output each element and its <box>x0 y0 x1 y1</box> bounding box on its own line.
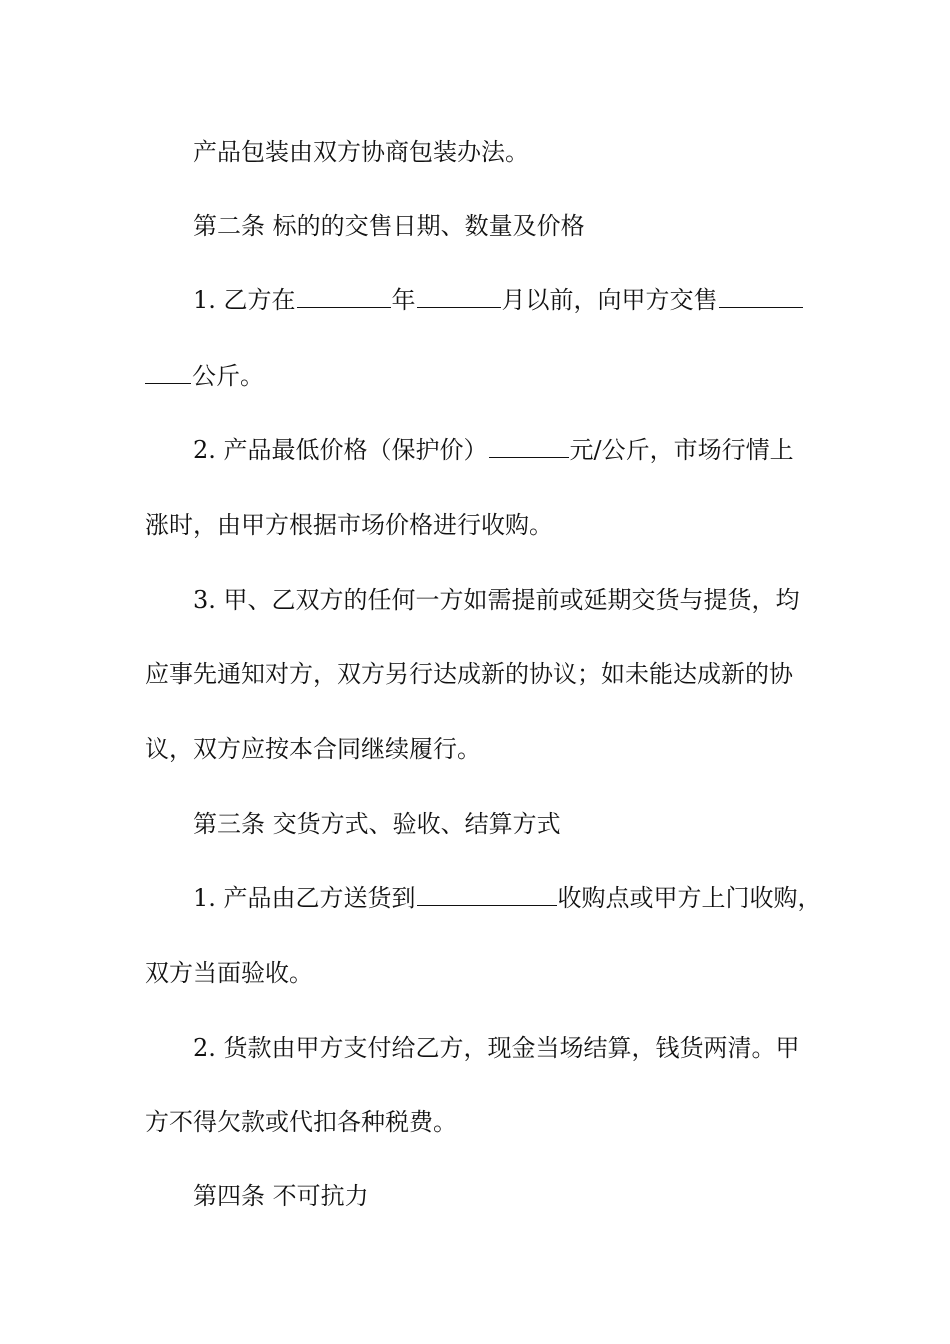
year-blank <box>297 285 391 308</box>
clause-2-2-line-2 <box>145 510 553 540</box>
paragraph-packaging <box>193 137 529 167</box>
clause-3-2-line-1 <box>193 1033 800 1063</box>
clause-2-3-line-2 <box>145 659 793 689</box>
clause-text: 1. 乙方在 <box>193 286 296 314</box>
clause-2-1-line-1 <box>193 285 804 315</box>
clause-text: 公斤。 <box>192 362 264 390</box>
clause-2-2-line-1 <box>193 435 794 465</box>
clause-text: 收购点或甲方上门收购， <box>557 884 822 912</box>
article-4-heading <box>193 1181 369 1211</box>
heading-text: 第四条 不可抗力 <box>193 1182 369 1210</box>
clause-text: 1. 产品由乙方送货到 <box>193 884 416 912</box>
clause-text: 应事先通知对方，双方另行达成新的协议；如未能达成新的协 <box>145 660 793 688</box>
clause-text: 元/公斤，市场行情上 <box>569 436 794 464</box>
location-blank <box>417 883 557 906</box>
price-blank <box>489 435 569 458</box>
clause-text: 方不得欠款或代扣各种税费。 <box>145 1108 457 1136</box>
quantity-blank <box>719 285 803 308</box>
heading-text: 第三条 交货方式、验收、结算方式 <box>193 810 561 838</box>
quantity-blank-continued <box>145 361 191 384</box>
clause-text: 2. 产品最低价格（保护价） <box>193 436 488 464</box>
clause-text: 双方当面验收。 <box>145 959 313 987</box>
clause-3-1-line-2 <box>145 958 313 988</box>
clause-text: 3. 甲、乙双方的任何一方如需提前或延期交货与提货，均 <box>193 586 800 614</box>
clause-2-3-line-1 <box>193 585 800 615</box>
month-blank <box>417 285 501 308</box>
clause-text: 议，双方应按本合同继续履行。 <box>145 735 481 763</box>
clause-text: 涨时，由甲方根据市场价格进行收购。 <box>145 511 553 539</box>
article-2-heading <box>193 211 585 241</box>
clause-3-1-line-1 <box>193 883 822 913</box>
article-3-heading <box>193 809 561 839</box>
clause-text: 2. 货款由甲方支付给乙方，现金当场结算，钱货两清。甲 <box>193 1034 800 1062</box>
clause-3-2-line-2 <box>145 1107 457 1137</box>
paragraph-text: 产品包装由双方协商包装办法。 <box>193 138 529 166</box>
clause-2-3-line-3 <box>145 734 481 764</box>
clause-2-1-line-2 <box>145 361 264 391</box>
clause-text: 月以前，向甲方交售 <box>501 286 718 314</box>
heading-text: 第二条 标的的交售日期、数量及价格 <box>193 212 585 240</box>
clause-text: 年 <box>391 286 416 314</box>
